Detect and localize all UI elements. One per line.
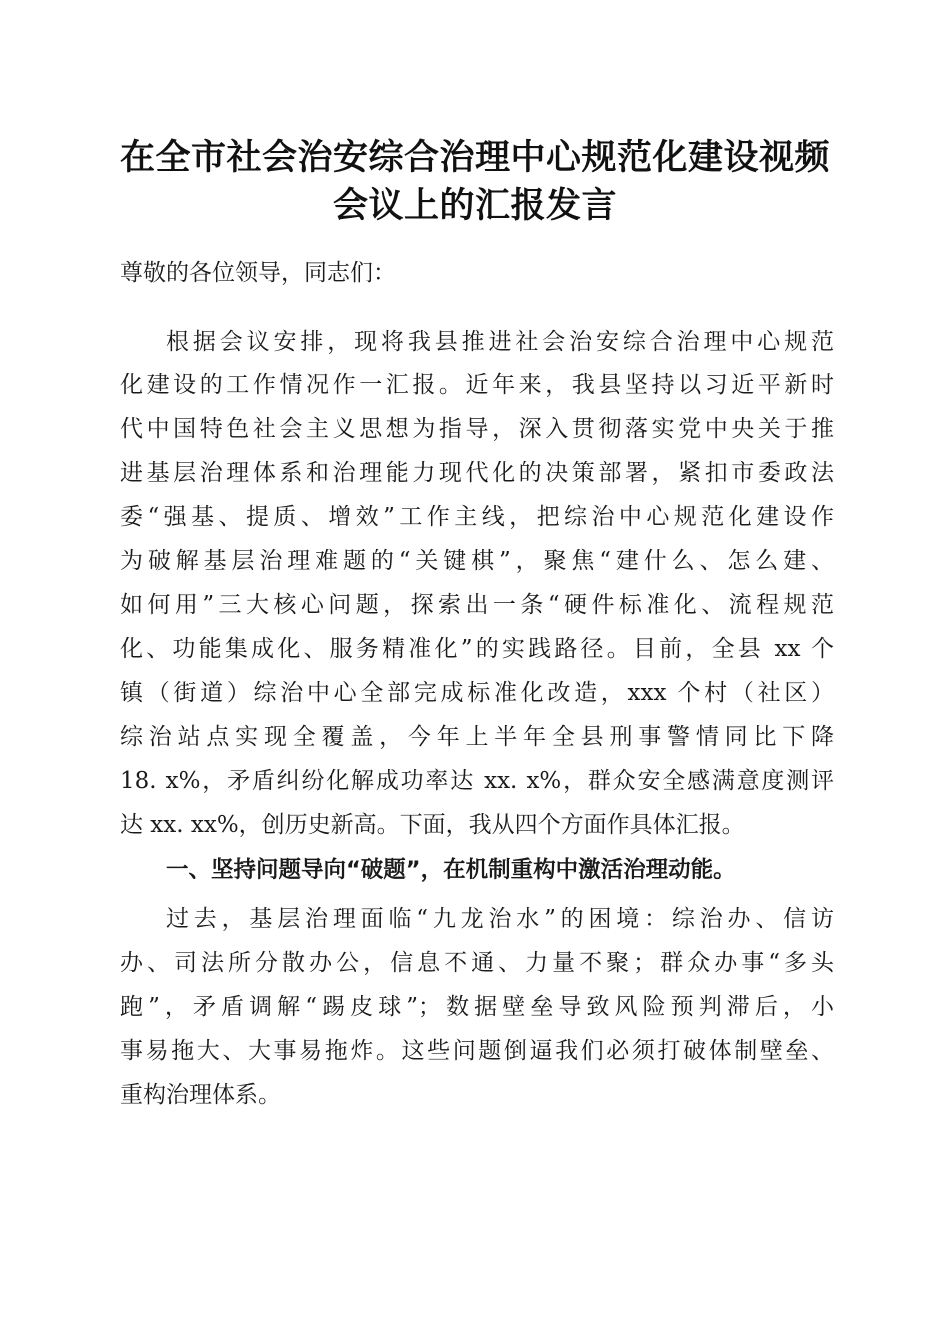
- paragraph-1-line-3: 代中国特色社会主义思想为指导，深入贯彻落实党中央关于推: [120, 416, 834, 442]
- paragraph-1-line-12: 达 xx. xx%，创历史新高。下面，我从四个方面作具体汇报。: [120, 812, 745, 838]
- document-title-line-2: 会议上的汇报发言: [332, 185, 617, 226]
- paragraph-2-line-3: 跑”，矛盾调解“踢皮球”；数据壁垒导致风险预判滞后，小: [120, 994, 834, 1020]
- paragraph-1-line-10: 综治站点实现全覆盖，今年上半年全县刑事警情同比下降: [120, 724, 834, 750]
- paragraph-1-line-9: 镇（街道）综治中心全部完成标准化改造，xxx 个村（社区）: [120, 680, 834, 706]
- paragraph-2-line-1: 过去，基层治理面临“九龙治水”的困境：综治办、信访: [166, 906, 834, 932]
- paragraph-2-line-5: 重构治理体系。: [120, 1082, 281, 1108]
- paragraph-2-line-2: 办、司法所分散办公，信息不通、力量不聚；群众办事“多头: [120, 950, 834, 976]
- salutation: 尊敬的各位领导，同志们：: [120, 260, 396, 286]
- paragraph-1-line-8: 化、功能集成化、服务精准化”的实践路径。目前，全县 xx 个: [120, 636, 834, 662]
- paragraph-2-line-4: 事易拖大、大事易拖炸。这些问题倒逼我们必须打破体制壁垒、: [120, 1038, 834, 1064]
- paragraph-1-line-7: 如何用”三大核心问题，探索出一条“硬件标准化、流程规范: [120, 592, 834, 618]
- paragraph-1-line-2: 化建设的工作情况作一汇报。近年来，我县坚持以习近平新时: [120, 372, 834, 398]
- paragraph-1-line-11: 18. x%，矛盾纠纷化解成功率达 xx. x%，群众安全感满意度测评: [120, 768, 834, 794]
- paragraph-1-line-1: 根据会议安排，现将我县推进社会治安综合治理中心规范: [166, 329, 834, 355]
- paragraph-1-line-5: 委“强基、提质、增效”工作主线，把综治中心规范化建设作: [120, 504, 834, 530]
- section-1-heading: 一、坚持问题导向“破题”，在机制重构中激活治理动能。: [166, 857, 736, 883]
- paragraph-1-line-4: 进基层治理体系和治理能力现代化的决策部署，紧扣市委政法: [120, 460, 834, 486]
- paragraph-1-line-6: 为破解基层治理难题的“关键棋”，聚焦“建什么、怎么建、: [120, 548, 834, 574]
- document-title-line-1: 在全市社会治安综合治理中心规范化建设视频: [119, 137, 830, 178]
